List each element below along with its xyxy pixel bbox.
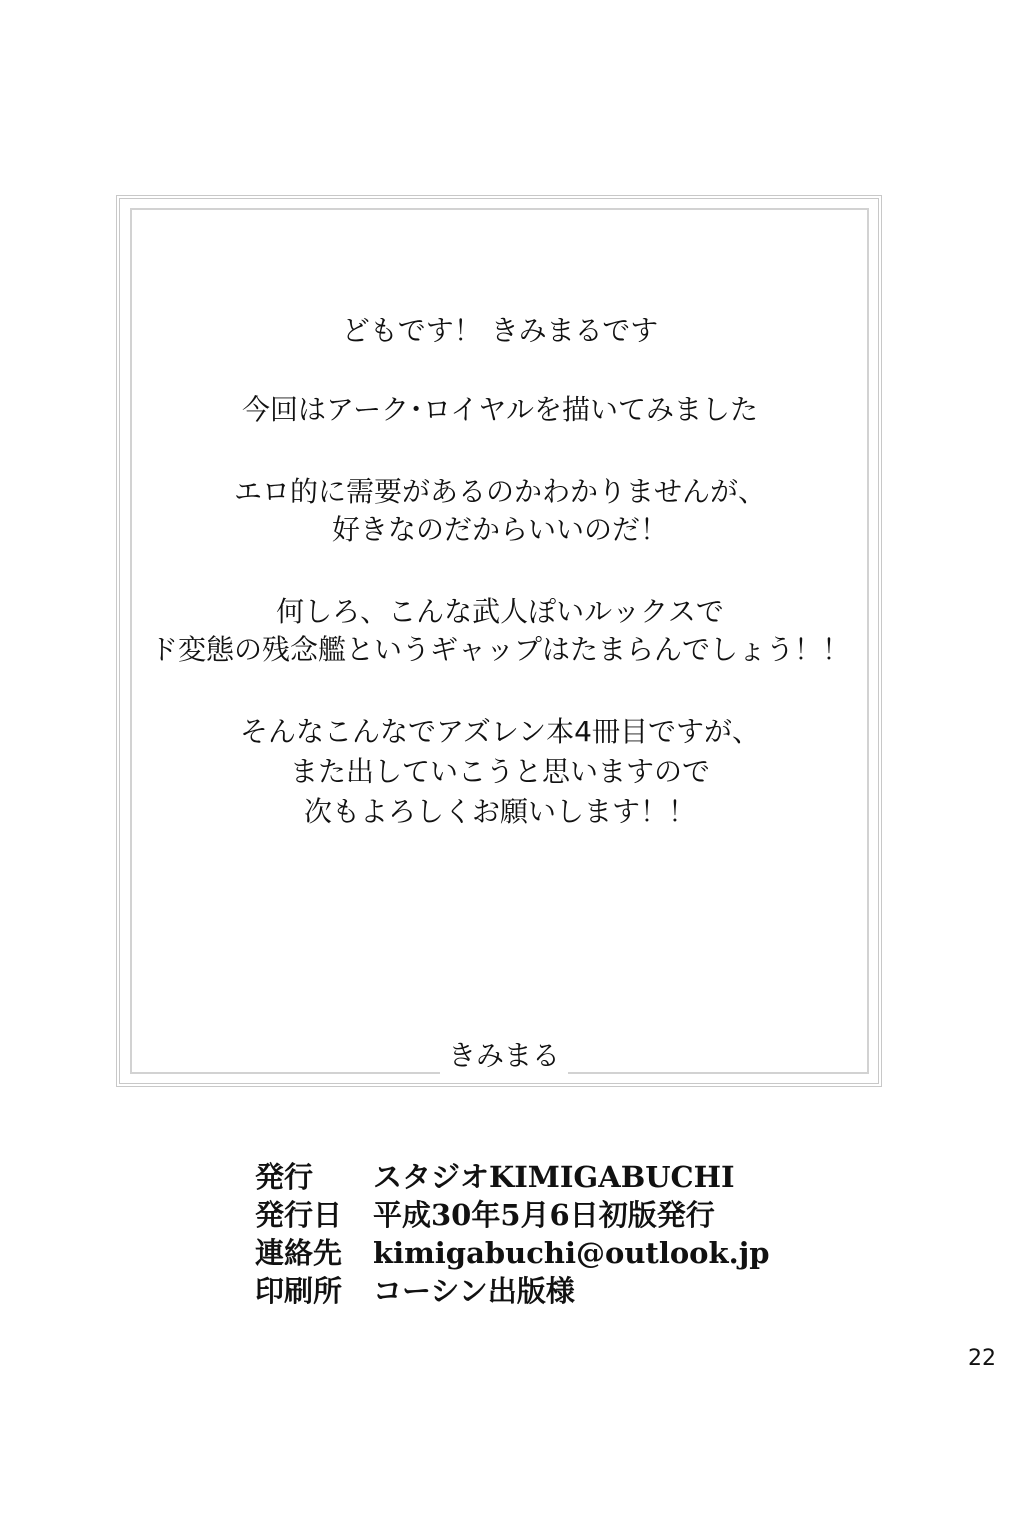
- page-number: 22: [968, 1346, 996, 1371]
- colophon-label: 発行: [255, 1160, 314, 1194]
- colophon-value: スタジオKIMIGABUCHI: [373, 1160, 735, 1194]
- afterword-line: また出していこうと思いますので: [289, 755, 710, 788]
- colophon: [255, 1158, 769, 1310]
- afterword-line: 好きなのだからいいのだ！: [331, 513, 668, 546]
- colophon-row-publish-date: [255, 1196, 769, 1234]
- colophon-value: コーシン出版様: [373, 1274, 575, 1308]
- afterword-line: そんなこんなでアズレン本4冊目ですが、: [240, 715, 760, 748]
- afterword-line: エロ的に需要があるのかわかりませんが、: [233, 475, 766, 508]
- colophon-label: 発行日: [255, 1198, 343, 1232]
- colophon-row-contact: [255, 1234, 769, 1272]
- afterword-line: ド変態の残念艦というギャップはたまらんでしょう！！: [149, 633, 850, 666]
- colophon-value: kimigabuchi@outlook.jp: [373, 1236, 770, 1270]
- afterword-line: 今回はアーク･ロイヤルを描いてみました: [241, 393, 759, 426]
- colophon-row-printer: [255, 1272, 769, 1310]
- colophon-label: 連絡先: [255, 1236, 343, 1270]
- afterword-line: どもです！ きみまるです: [341, 314, 659, 347]
- colophon-label: 印刷所: [255, 1274, 343, 1308]
- colophon-row-publisher: [255, 1158, 769, 1196]
- afterword-line: 何しろ、こんな武人ぽいルックスで: [276, 595, 724, 628]
- afterword-line: 次もよろしくお願いします！！: [303, 795, 696, 828]
- colophon-value: 平成30年5月6日初版発行: [373, 1198, 715, 1232]
- author-signature: きみまる: [440, 1036, 568, 1076]
